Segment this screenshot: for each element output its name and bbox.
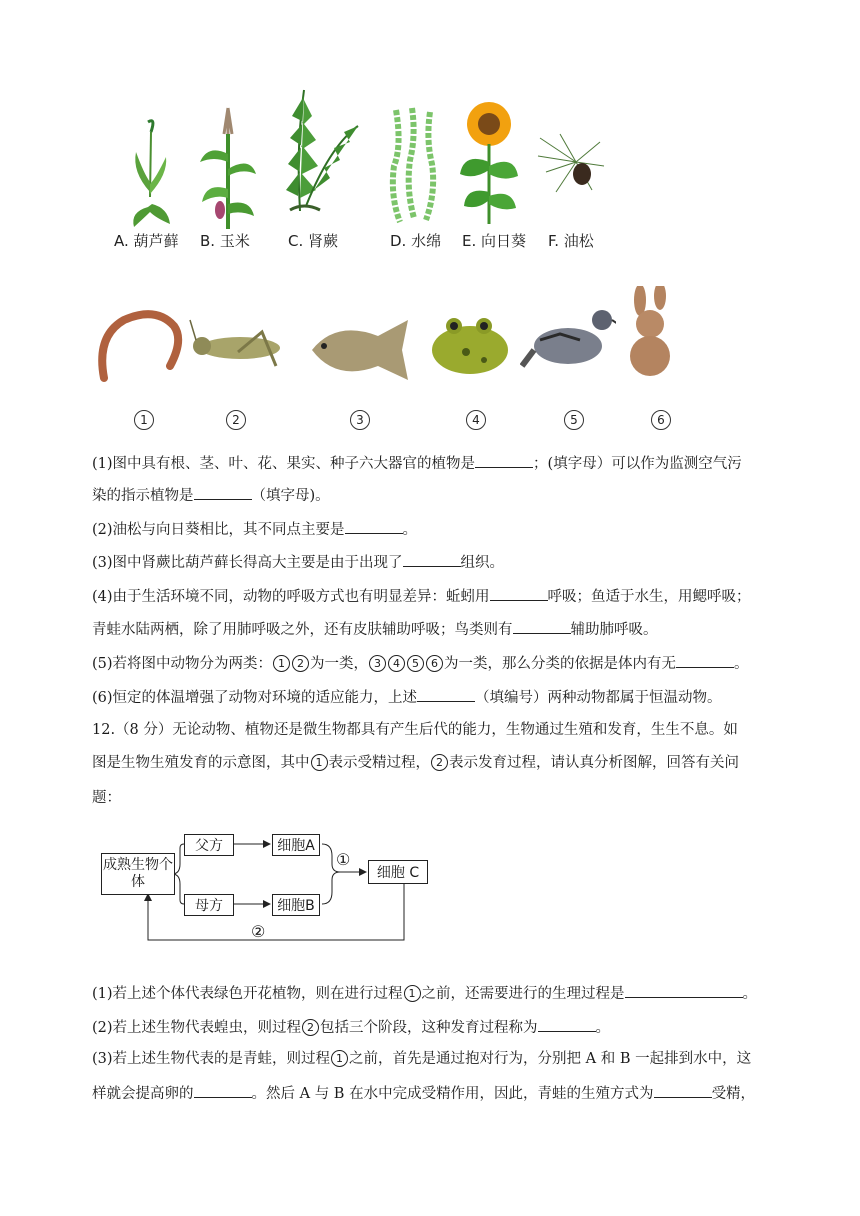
animal-label-5: 5 xyxy=(564,410,584,430)
organism-box: 成熟生物个体 xyxy=(101,853,175,895)
moss-icon xyxy=(126,112,176,232)
q12-part-1: (1)若上述个体代表绿色开花植物，则在进行过程 1 之前，还需要进行的生理过程是 。 xyxy=(92,982,772,1004)
grasshopper-icon xyxy=(188,318,284,380)
animal-label-2: 2 xyxy=(226,410,246,430)
spirogyra-icon xyxy=(386,106,442,224)
q11-line-2: 染的指示植物是 （填字母)。 xyxy=(92,484,772,506)
q11-line-3: (2)油松与向日葵相比，其不同点主要是 。 xyxy=(92,518,772,540)
plant-label-c: C. 肾蕨 xyxy=(288,232,339,250)
pine-icon xyxy=(536,132,606,198)
q12-line-1: 12.（8 分）无论动物、植物还是微生物都具有产生后代的能力，生物通过生殖和发育，生生不息。如 xyxy=(92,722,738,738)
cell-b-box: 细胞B xyxy=(272,894,320,916)
q12-line-3: 题： xyxy=(92,790,121,806)
q11-line-6: 青蛙水陆两栖，除了用肺呼吸之外，还有皮肤辅助呼吸；鸟类则有 辅助肺呼吸。 xyxy=(92,618,772,640)
step-2-label: ② xyxy=(251,922,266,941)
earthworm-icon xyxy=(94,306,186,384)
q12-part-4: 样就会提高卵的 。然后 A 与 B 在水中完成受精作用，因此，青蛙的生殖方式为 受精， xyxy=(92,1082,772,1104)
mother-box: 母方 xyxy=(184,894,234,916)
cell-a-box: 细胞A xyxy=(272,834,320,856)
plant-label-b: B. 玉米 xyxy=(200,232,250,250)
sunflower-icon xyxy=(458,100,520,226)
animal-label-3: 3 xyxy=(350,410,370,430)
frog-icon xyxy=(426,308,512,384)
rabbit-icon xyxy=(618,286,684,378)
q11-line-5: (4)由于生活环境不同，动物的呼吸方式也有明显差异：蚯蚓用 呼吸；鱼适于水生，用鳃呼吸； xyxy=(92,585,772,607)
plant-label-e: E. 向日葵 xyxy=(462,232,527,250)
q12-part-3: (3)若上述生物代表的是青蛙，则过程 1 之前，首先是通过抱对行为，分别把 A 和 B 一起排到水中，这 xyxy=(92,1051,752,1067)
q11-line-7: (5)若将图中动物分为两类： 1 2 为一类， 3 4 5 6 为一类，那么分类的依据是体内有无 。 xyxy=(92,652,772,674)
q12-line-2: 图是生物生殖发育的示意图，其中 1 表示受精过程， 2 表示发育过程，请认真分析图解，回答有关问 xyxy=(92,755,739,771)
corn-icon xyxy=(198,104,258,232)
q11-line-1: (1)图中具有根、茎、叶、花、果实、种子六大器官的植物是 ；(填字母）可以作为监测空气污 xyxy=(92,452,772,474)
animal-label-1: 1 xyxy=(134,410,154,430)
q12-part-2: (2)若上述生物代表蝗虫，则过程 2 包括三个阶段，这种发育过程称为 。 xyxy=(92,1016,772,1038)
fish-icon xyxy=(306,314,410,386)
q11-line-4: (3)图中肾蕨比葫芦藓长得高大主要是由于出现了 组织。 xyxy=(92,551,772,573)
step-1-label: ① xyxy=(336,850,351,869)
cell-c-box: 细胞 C xyxy=(368,860,428,884)
animal-label-4: 4 xyxy=(466,410,486,430)
animal-label-6: 6 xyxy=(651,410,671,430)
pigeon-icon xyxy=(520,300,616,380)
q11-line-8: (6)恒定的体温增强了动物对环境的适应能力，上述 （填编号）两种动物都属于恒温动物。 xyxy=(92,686,772,708)
plant-label-f: F. 油松 xyxy=(548,232,594,250)
father-box: 父方 xyxy=(184,834,234,856)
plant-label-d: D. 水绵 xyxy=(390,232,442,250)
plant-label-a: A. 葫芦藓 xyxy=(114,232,179,250)
fern-icon xyxy=(270,86,362,216)
